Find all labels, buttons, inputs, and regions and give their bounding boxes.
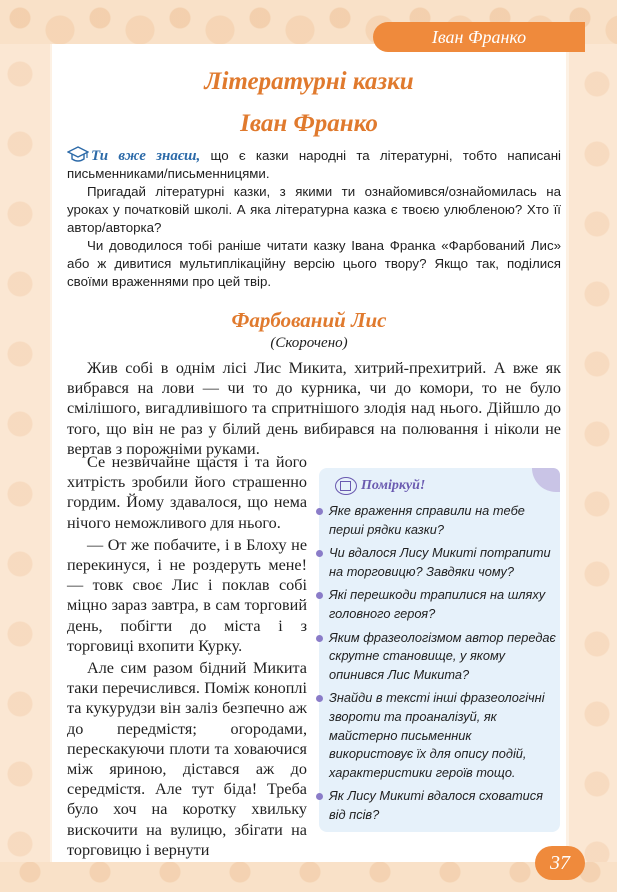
think-box-header xyxy=(335,477,425,495)
section-title: Літературні казки xyxy=(204,68,414,95)
list-item: Яким фразеологізмом автор передає скрутне становище, у якому опинився Лис Микита? xyxy=(319,629,560,685)
intro-paragraph-1 xyxy=(67,146,561,183)
list-item: Як Лису Микиті вдалося сховатися від псів? xyxy=(319,787,560,824)
think-box-corner xyxy=(532,468,560,492)
intro-paragraph-3: Чи доводилося тобі раніше читати казку Івана Франка «Фарбований Лис» або ж дивитися мультиплікаційну версію цього твору? Якщо так, поділися своїми враженнями про цей твір. xyxy=(67,238,561,289)
book-bubble-icon xyxy=(335,477,357,495)
intro-paragraph-2: Пригадай літературні казки, з якими ти ознайомився/ознайомилась на уроках у початковій школі. А яка літературна казка є твоєю улюбленою? Хто її автор/авторка? xyxy=(67,184,561,235)
story-paragraph-1: Жив собі в однім лісі Лис Микита, хитрий-прехитрий. А вже як вибрався на лови — чи то до курника, чи до комори, то не було смілішого, вигадливішого та спритнішого злодія над нього. Дійшло до того, що він не раз у білий день вибирався на полювання і ніколи не вертав з порожніми руками. xyxy=(67,359,561,458)
question-list xyxy=(319,502,560,830)
bullet-icon xyxy=(316,550,323,557)
story-opening xyxy=(67,358,561,459)
bullet-icon xyxy=(316,592,323,599)
intro-block xyxy=(67,146,561,291)
author-title: Іван Франко xyxy=(240,110,378,137)
story-paragraph-2: Се незвичайне щастя і та його хитрість зробили його страшенно гордим. Йому здавалося, що нема нічого неможливого для нього. xyxy=(67,453,307,532)
story-paragraph-3: — От же побачите, і в Блоху не перекинуся, і не роздеруть мене! — товк своє Лис і поклав собі міцно зараз завтра, в сам торговий день, побігти до міста і з торговиці вхопити Курку. xyxy=(67,535,307,655)
list-item: Знайди в тексті інші фразеологічні звороти та проаналізуй, як майстерно письменник використовує їх для опису подій, характеристики героїв тощо. xyxy=(319,689,560,782)
story-title: Фарбований Лис xyxy=(231,308,387,332)
story-column xyxy=(67,452,307,862)
think-box xyxy=(319,468,560,832)
bottom-ornament xyxy=(0,862,617,892)
right-ornament xyxy=(569,44,617,862)
intro-paragraph-1-text: що є казки народні та літературні, тобто написані письменниками/письменницями. xyxy=(67,148,561,181)
bullet-icon xyxy=(316,508,323,515)
running-header-tab: Іван Франко xyxy=(373,22,585,52)
think-label: Поміркуй! xyxy=(361,478,426,493)
abridged-note: (Скорочено) xyxy=(270,335,348,351)
bullet-icon xyxy=(316,635,323,642)
bullet-icon xyxy=(316,695,323,702)
story-paragraph-4: Але сим разом бідний Микита таки перечислився. Поміж коноплі та кукурудзи він заліз безпечно аж до передмістя; огородами, перескакуючи плоти та ховаючися між яриною, дістався аж до середмістя. Але тут біда! Треба було хоч на коротку хвильку вискочити на вулицю, збігати на торговицю і вернути xyxy=(67,659,307,859)
bullet-icon xyxy=(316,793,323,800)
you-already-know-label: Ти вже знаєш, xyxy=(91,148,201,164)
list-item: Які перешкоди трапилися на шляху головного героя? xyxy=(319,586,560,623)
graduation-cap-icon xyxy=(67,146,89,164)
list-item: Яке враження справили на тебе перші рядки казки? xyxy=(319,502,560,539)
left-ornament xyxy=(0,44,50,862)
list-item: Чи вдалося Лису Микиті потрапити на торговицю? Завдяки чому? xyxy=(319,544,560,581)
page-number: 37 xyxy=(535,846,585,880)
